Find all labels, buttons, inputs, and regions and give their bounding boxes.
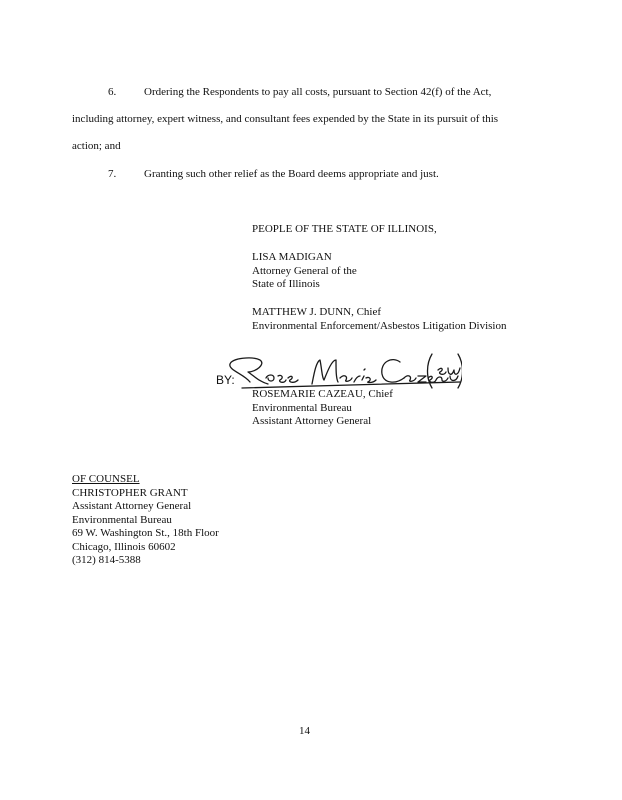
paragraph-6-continuation-2: action; and: [72, 140, 121, 152]
paragraph-7-text: Granting such other relief as the Board deems appropriate and just.: [144, 168, 439, 180]
page-number: 14: [299, 725, 310, 737]
counsel-address-2: Chicago, Illinois 60602: [72, 540, 176, 553]
of-counsel-block: [72, 473, 219, 568]
by-label: BY:: [216, 373, 235, 387]
counsel-bureau: Environmental Bureau: [72, 513, 172, 526]
attorney-general-name: LISA MADIGAN: [252, 251, 332, 263]
paragraph-6-number: 6.: [108, 86, 117, 98]
paragraph-6-text: Ordering the Respondents to pay all costs, pursuant to Section 42(f) of the Act,: [144, 86, 492, 98]
signer-block: [252, 388, 393, 429]
signer-name: ROSEMARIE CAZEAU, Chief: [252, 388, 393, 400]
counsel-name: CHRISTOPHER GRANT: [72, 486, 188, 499]
chief-name: MATTHEW J. DUNN, Chief: [252, 306, 382, 318]
signer-bureau: Environmental Bureau: [252, 401, 352, 414]
attorney-general-title-2: State of Illinois: [252, 278, 320, 290]
of-counsel-heading: OF COUNSEL: [72, 473, 140, 485]
signer-title: Assistant Attorney General: [252, 415, 372, 427]
counsel-phone: (312) 814-5388: [72, 554, 141, 566]
plaintiff-name: PEOPLE OF THE STATE OF ILLINOIS,: [252, 223, 437, 235]
counsel-address-1: 69 W. Washington St., 18th Floor: [72, 527, 219, 539]
attorney-general-block: [252, 251, 357, 292]
paragraph-7-number: 7.: [108, 168, 117, 180]
chief-division: Environmental Enforcement/Asbestos Litigation Division: [252, 319, 507, 332]
counsel-title: Assistant Attorney General: [72, 500, 192, 512]
chief-block: [252, 306, 506, 333]
paragraph-6-continuation-1: including attorney, expert witness, and consultant fees expended by the State in its pursuit of this: [72, 113, 499, 125]
attorney-general-title-1: Attorney General of the: [252, 264, 357, 277]
